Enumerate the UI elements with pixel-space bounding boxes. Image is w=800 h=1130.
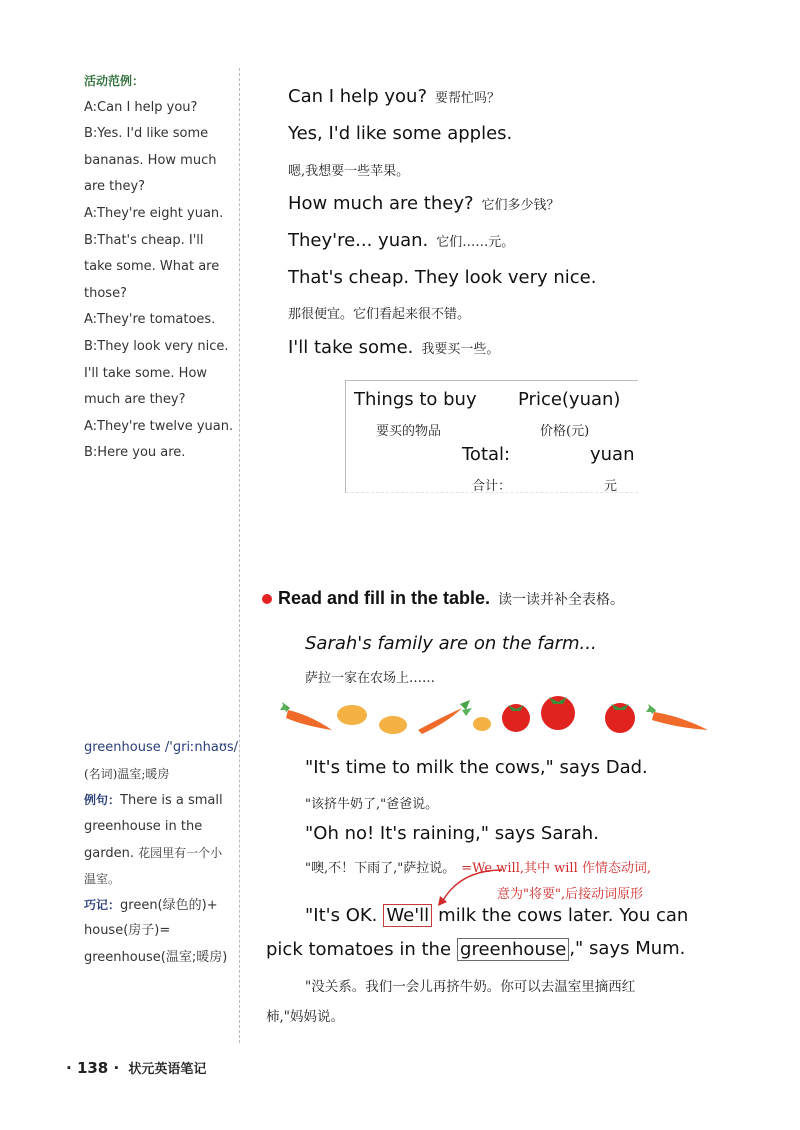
activity-title: 活动范例： [84,74,145,88]
dialogue-line: take some. What are [84,259,220,275]
carrot-icon [280,702,332,730]
story-line-1: "It's time to milk the cows," says Dad. [305,757,648,778]
footer-dot-icon: · [113,1059,120,1077]
example-translation: 花园里有一个小 [138,845,223,860]
phrase-6 [288,337,499,358]
vocab-phonetic: /'ɡriːnhaʊs/ [164,740,239,755]
boxed-word-greenhouse: greenhouse [457,938,569,961]
tomato-icon [541,696,575,730]
dialogue-line: A:They're twelve yuan. [84,418,234,434]
phrase-en: That's cheap. They look very nice. [288,267,597,288]
book-title: 状元英语笔记 [128,1062,207,1077]
potato-icon [337,705,367,725]
section-heading [278,588,624,609]
sidebar-divider [239,68,240,1043]
phrase-en: I'll take some. [288,337,414,358]
story-line-1-zh: "该挤牛奶了,"爸爸说。 [305,797,439,812]
example-label: 例句： [84,793,121,808]
carrot-icon [418,700,472,734]
dialogue-line: B:Yes. I'd like some [84,126,209,142]
vegetable-decoration [270,690,720,740]
vocab-note [84,735,239,971]
memory-line: greenhouse(温室;暖房) [84,949,228,965]
story-line-3 [305,904,688,927]
annotation-line-2: 意为"将要",后接动词原形 [497,887,644,902]
footer-dot-icon: · [66,1059,72,1077]
table-col1-header: Things to buy [354,389,477,410]
section-heading-zh: 读一读并补全表格。 [498,592,625,608]
annotation-line-1: =We will,其中 will 作情态动词, [461,861,651,876]
section-heading-en: Read and fill in the table. [278,588,491,608]
phrase-1 [288,86,500,107]
story-line-3-b: milk the cows later. You can [438,905,689,926]
phrase-zh: 我要买一些。 [421,342,500,357]
example-line: There is a small [120,793,223,809]
tomato-icon [605,703,635,733]
story-subtitle-zh: 萨拉一家在农场上…… [305,671,436,686]
story-line-4-b: ," says Mum. [569,938,686,959]
section-bullet-icon [262,594,272,604]
dialogue-line: much are they? [84,392,186,408]
dialogue-line: I'll take some. How [84,365,208,381]
carrot-icon [646,704,708,730]
memory-label: 巧记： [84,898,121,913]
story-line-4-a: pick tomatoes in the [266,939,452,960]
page-number: 138 [76,1059,109,1077]
phrase-en: How much are they? [288,193,474,214]
table-col2-header: Price(yuan) [518,389,621,410]
example-line: greenhouse in the [84,818,203,834]
table-total-zh: 合计： [472,479,512,494]
dialogue-line: A:They're eight yuan. [84,205,224,221]
story-line-2: "Oh no! It's raining," says Sarah. [305,823,599,844]
phrase-zh: 它们多少钱？ [481,198,560,213]
table-total-unit: yuan [590,444,635,465]
table-total-label: Total: [462,444,511,465]
phrase-zh: 嗯,我想要一些苹果。 [288,164,410,179]
example-translation: 温室。 [84,871,121,886]
phrase-zh: 要帮忙吗？ [435,91,501,106]
dialogue-line: B:That's cheap. I'll [84,232,204,248]
page-footer [66,1058,206,1077]
story-line-3-zh: "没关系。我们一会儿再挤牛奶。你可以去温室里摘西红 [305,979,636,995]
tomato-icon [502,704,530,732]
dialogue-line: B:Here you are. [84,445,186,461]
dialogue-line: are they? [84,179,146,195]
story-line-3-zh-cont: 柿,"妈妈说。 [266,1009,345,1025]
vocab-pos: (名词)温室;暖房 [84,767,170,782]
memory-line: house(房子)= [84,923,171,939]
phrase-zh: 那很便宜。它们看起来很不错。 [288,307,471,322]
story-subtitle: Sarah's family are on the farm... [305,633,597,654]
phrase-zh: 它们……元。 [436,235,515,250]
dialogue-line: those? [84,285,127,301]
dialogue-line: B:They look very nice. [84,338,229,354]
potato-icon [379,716,407,734]
vocab-word: greenhouse [84,740,161,755]
dialogue-line: A:Can I help you? [84,99,198,115]
phrase-4 [288,230,514,251]
story-line-4 [266,938,685,961]
phrase-3 [288,193,560,214]
example-line: garden. [84,845,134,861]
table-total-unit-zh: 元 [604,479,618,494]
boxed-word-well: We'll [383,904,432,927]
phrase-en: Can I help you? [288,86,428,107]
potato-icon [473,717,491,731]
phrase-en: They're... yuan. [288,230,429,251]
dialogue-line: A:They're tomatoes. [84,312,216,328]
table-col1-zh: 要买的物品 [376,424,442,439]
phrase-en: Yes, I'd like some apples. [288,123,513,144]
table-col2-zh: 价格(元) [540,424,590,439]
activity-example [84,68,234,467]
story-line-3-a: "It's OK. [305,905,378,926]
dialogue-line: bananas. How much [84,152,217,168]
memory-line: green(绿色的)+ [120,898,218,914]
story-line-2-zh: "噢,不！下雨了,"萨拉说。 [305,861,456,876]
